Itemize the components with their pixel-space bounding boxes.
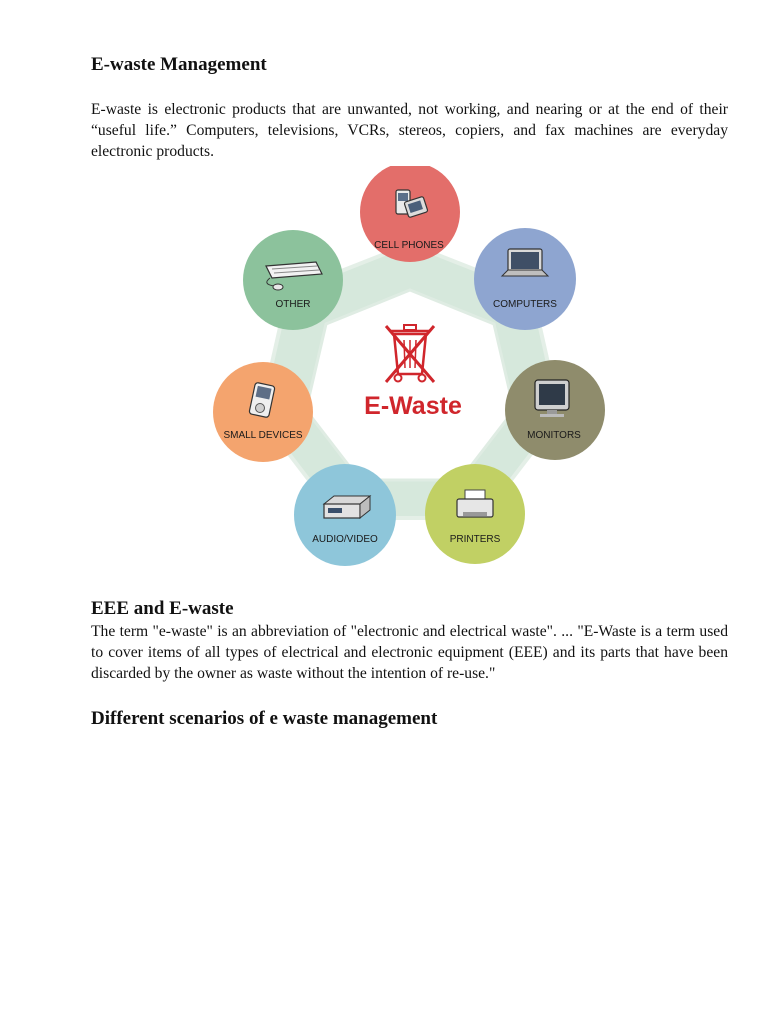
category-circle — [243, 230, 343, 330]
category-label: SMALL DEVICES — [223, 430, 303, 441]
category-label: PRINTERS — [449, 534, 501, 545]
center-label: E-Waste — [364, 392, 462, 420]
category-label: CELL PHONES — [374, 240, 444, 251]
category-computers — [474, 228, 576, 330]
category-cell-phones — [360, 166, 460, 262]
paragraph-e-waste-definition: E-waste is electronic products that are unwanted, not working, and nearing or at the end of their “useful life.” Computers, televisions, VCRs, stereos, copiers, and fax machines are everyday electronic products. — [91, 101, 728, 160]
paragraph-eee-definition: The term "e-waste" is an abbreviation of "electronic and electrical waste". ... "E-Waste is a term used to cover items of all types of electrical and electronic equipment (EEE) and its parts that have been discarded by the owner as waste without the intention of re-use." — [91, 623, 728, 682]
laptop-icon — [502, 249, 548, 276]
audio-video-icon — [324, 496, 370, 518]
category-label: COMPUTERS — [493, 299, 557, 310]
category-label: AUDIO/VIDEO — [312, 534, 378, 545]
e-waste-diagram — [200, 166, 620, 586]
section-title-e-waste-management: E-waste Management — [91, 54, 267, 75]
category-label: MONITORS — [527, 430, 581, 441]
category-monitors — [505, 360, 605, 460]
section-title-scenarios: Different scenarios of e waste management — [91, 708, 438, 729]
section-title-eee-and-e-waste: EEE and E-waste — [91, 598, 234, 619]
category-audio-video — [294, 464, 396, 566]
category-label: OTHER — [275, 299, 311, 310]
category-small-devices — [213, 362, 313, 462]
heptagon-inner — [306, 290, 514, 480]
category-circle — [474, 228, 576, 330]
category-other — [243, 230, 343, 330]
diagram-canvas — [200, 166, 620, 586]
category-printers — [425, 464, 525, 564]
